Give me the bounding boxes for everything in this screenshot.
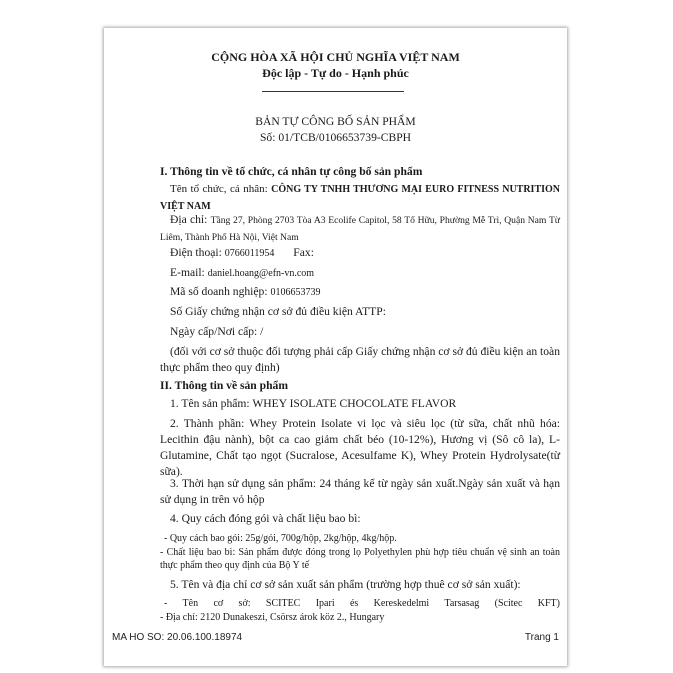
address-value: Tầng 27, Phòng 2703 Tòa A3 Ecolife Capitol, 58 Tố Hữu, Phường Mễ Trì, Quận Nam Từ Liêm, Thành Phố Hà Nội, Việt Nam xyxy=(160,215,561,243)
item-3: 3. Thời hạn sử dụng sản phẩm: 24 tháng kể từ ngày sản xuất.Ngày sản xuất và hạn sử dụng in trên vỏ hộp xyxy=(160,477,560,506)
document-page xyxy=(104,28,567,666)
issue-label: Ngày cấp/Nơi cấp: xyxy=(170,325,258,338)
country-header: CỘNG HÒA XÃ HỘI CHỦ NGHĨA VIỆT NAM xyxy=(211,50,460,64)
item-5-heading: 5. Tên và địa chỉ cơ sở sản xuất sản phẩm (trường hợp thuê cơ sở sản xuất): xyxy=(170,578,521,591)
item-5-line-2: - Địa chỉ: 2120 Dunakeszi, Csörsz árok köz 2., Hungary xyxy=(160,612,385,623)
org-value: CÔNG TY TNHH THƯƠNG MẠI EURO FITNESS NUTRITION VIỆT NAM xyxy=(160,184,561,212)
note-paragraph: (đối với cơ sở thuộc đối tượng phải cấp Giấy chứng nhận cơ sở đủ điều kiện an toàn thực phẩm theo quy định) xyxy=(160,345,560,374)
motto: Độc lập - Tự do - Hạnh phúc xyxy=(262,66,409,80)
org-line xyxy=(160,181,560,215)
phone-line xyxy=(160,245,560,262)
tax-line xyxy=(160,284,560,301)
item-2: 2. Thành phần: Whey Protein Isolate vi lọc và siêu lọc (từ sữa, chất nhũ hóa: Lecithin đậu nành), bột ca cao giảm chất béo (10-12%), Hương vị (Sô cô la), L-Glutamine, Chất tạo ngọt (Sucralose, Acesulfame K), Whey Protein Hydrolysate(từ sữa). xyxy=(160,417,560,478)
item-1: 1. Tên sản phẩm: WHEY ISOLATE CHOCOLATE FLAVOR xyxy=(170,397,457,410)
page-number: Trang 1 xyxy=(524,632,559,643)
email-value: daniel.hoang@efn-vn.com xyxy=(207,268,315,279)
phone-value: 0766011954 xyxy=(224,248,275,259)
org-label: Tên tổ chức, cá nhân: xyxy=(170,183,268,195)
section-2-heading: II. Thông tin về sản phẩm xyxy=(160,379,289,392)
tax-label: Mã số doanh nghiệp: xyxy=(170,285,268,298)
address-line xyxy=(160,212,560,246)
header-divider xyxy=(262,91,404,92)
email-line xyxy=(160,265,560,282)
issue-value: / xyxy=(260,325,264,338)
item-4-line-2: - Chất liệu bao bì: Sản phẩm được đóng trong lọ Polyethylen phù hợp tiêu chuẩn vệ sinh an toàn thực phẩm theo quy định của Bộ Y tế xyxy=(160,547,560,571)
address-label: Địa chỉ: xyxy=(170,213,208,226)
item-4-line-1: - Quy cách bao gói: 25g/gói, 700g/hộp, 2kg/hộp, 4kg/hộp. xyxy=(164,533,397,544)
fax-label: Fax: xyxy=(293,246,314,259)
email-label: E-mail: xyxy=(170,266,205,279)
item-5-line-1: - Tên cơ sở: SCITEC Ipari és Kereskedelmi Tarsasag (Scitec KFT) xyxy=(164,598,560,609)
cert-line: Số Giấy chứng nhận cơ sở đủ điều kiện ATTP: xyxy=(170,305,386,318)
tax-value: 0106653739 xyxy=(270,287,321,298)
item-4-heading: 4. Quy cách đóng gói và chất liệu bao bì: xyxy=(170,512,361,525)
document-number: Số: 01/TCB/0106653739-CBPH xyxy=(259,131,412,144)
document-title: BẢN TỰ CÔNG BỐ SẢN PHẨM xyxy=(255,115,416,128)
issue-line xyxy=(160,324,560,340)
section-1-heading: I. Thông tin về tổ chức, cá nhân tự công bố sản phẩm xyxy=(160,165,423,178)
phone-label: Điện thoại: xyxy=(170,246,222,259)
file-code: MA HO SO: 20.06.100.18974 xyxy=(112,632,243,643)
